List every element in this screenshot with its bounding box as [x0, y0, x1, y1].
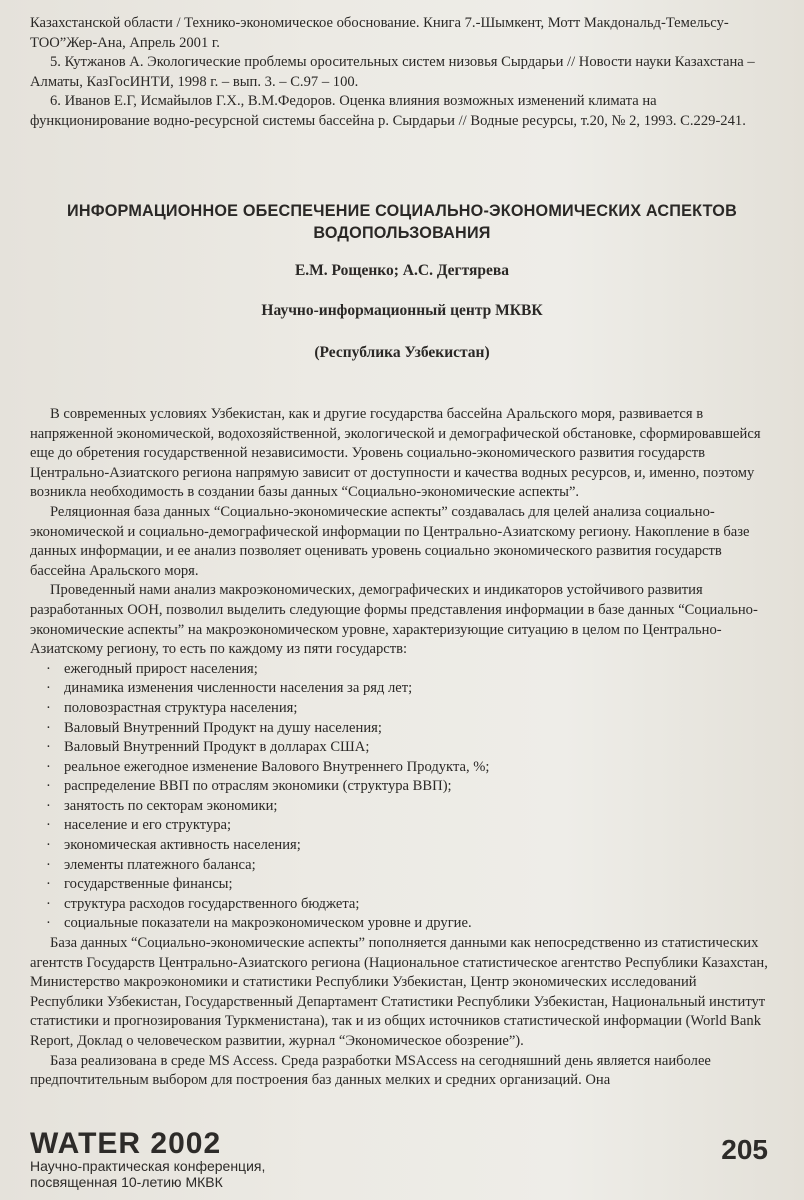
reference-item: 5. Кутжанов А. Экологические проблемы оросительных систем низовья Сырдарьи // Новости науки Казахстана – Алматы, КазГосИНТИ, 1998 г. – вып. 3. – С.97 – 100.	[30, 54, 755, 90]
article-authors: Е.М. Рощенко; А.С. Дегтярева	[294, 262, 510, 279]
list-item: · Валовый Внутренний Продукт в долларах США;	[30, 738, 768, 758]
body-paragraph: В современных условиях Узбекистан, как и другие государства бассейна Аральского моря, развивается в напряженной экономической, водохозяйственной, экологической и демографической обстановке, сформировавшейся еще до обретения государственной независимости. Уровень социально-экономического развития государств Центрально-Азиатского региона напрямую зависит от доступности и качества водных ресурсов, и, именно, поэтому возникла необходимость в создании базы данных “Социально-экономические аспекты”.	[30, 406, 761, 501]
list-item: · половозрастная структура населения;	[30, 699, 768, 719]
list-item: · занятость по секторам экономики;	[30, 797, 768, 817]
article-title: ИНФОРМАЦИОННОЕ ОБЕСПЕЧЕНИЕ СОЦИАЛЬНО-ЭКОНОМИЧЕСКИХ АСПЕКТОВ ВОДОПОЛЬЗОВАНИЯ	[67, 202, 737, 242]
article-organization: Научно-информационный центр МКВК	[261, 302, 543, 319]
list-item: · элементы платежного баланса;	[30, 856, 768, 876]
list-item: · реальное ежегодное изменение Валового Внутреннего Продукта, %;	[30, 758, 768, 778]
list-item: · структура расходов государственного бюджета;	[30, 895, 768, 915]
body-paragraph: Проведенный нами анализ макроэкономических, демографических и индикаторов устойчивого развития разработанных ООН, позволил выделить следующие формы представления информации в базе данных “Социально-экономические аспекты” на макроэкономическом уровне, характеризующие ситуацию в целом по Центрально-Азиатскому региону, то есть по каждому из пяти государств:	[30, 582, 758, 658]
reference-item: Казахстанской области / Технико-экономическое обоснование. Книга 7.-Шымкент, Мотт Макдональд-Темельсу-ТОО”Жер-Ана, Апрель 2001 г.	[30, 15, 729, 51]
list-item: · государственные финансы;	[30, 875, 768, 895]
references-list	[30, 14, 760, 131]
conference-logo: WATER 2002	[30, 1127, 222, 1160]
page-number: 205	[721, 1134, 768, 1165]
list-item: · экономическая активность населения;	[30, 836, 768, 856]
list-item: · Валовый Внутренний Продукт на душу населения;	[30, 719, 768, 739]
reference-item: 6. Иванов Е.Г, Исмайылов Г.Х., В.М.Федоров. Оценка влияния возможных изменений климата на функционирование водно-ресурсной системы бассейна р. Сырдарьи // Водные ресурсы, т.20, № 2, 1993. С.229-241.	[30, 93, 746, 129]
body-paragraph: База данных “Социально-экономические аспекты” пополняется данными как непосредственно из статистических агентств Государств Центрально-Азиатского региона (Национальное статистическое агентство Республики Казахстан, Министерство макроэкономики и статистики Республики Узбекистан, Центр экономических исследований Республики Узбекистан, Государственный Департамент Статистики Республики Узбекистан, Национальный институт статистики и прогнозирования Туркменистана), так и из общих источников статистической информации (World Bank Report, Доклад о человеческом развитии, журнал “Экономическое обозрение”).	[30, 935, 768, 1049]
list-item: · население и его структура;	[30, 816, 768, 836]
body-paragraph: Реляционная база данных “Социально-экономические аспекты” создавалась для целей анализа социально-экономической и социально-демографической информации по Центрально-Азиатскому региону. Накопление в базе данных информации, и ее анализ позволяет оценивать уровень социально экономического развития государств бассейна Аральского моря.	[30, 503, 750, 579]
list-item: · социальные показатели на макроэкономическом уровне и другие.	[30, 914, 768, 934]
article-country: (Республика Узбекистан)	[314, 344, 490, 361]
list-item: · динамика изменения численности населения за ряд лет;	[30, 679, 768, 699]
conference-caption-line: посвященная 10-летию МКВК	[30, 1174, 223, 1190]
body-paragraph: База реализована в среде MS Access. Среда разработки MSAccess на сегодняшний день является наиболее предпочтительным выбором для построения баз данных мелких и средних организаций. Она	[30, 1052, 711, 1089]
indicator-list	[30, 660, 768, 934]
article-body	[30, 405, 768, 1091]
conference-caption	[30, 1158, 265, 1190]
list-item: · ежегодный прирост населения;	[30, 660, 768, 680]
list-item: · распределение ВВП по отраслям экономики (структура ВВП);	[30, 777, 768, 797]
conference-caption-line: Научно-практическая конференция,	[30, 1158, 266, 1174]
